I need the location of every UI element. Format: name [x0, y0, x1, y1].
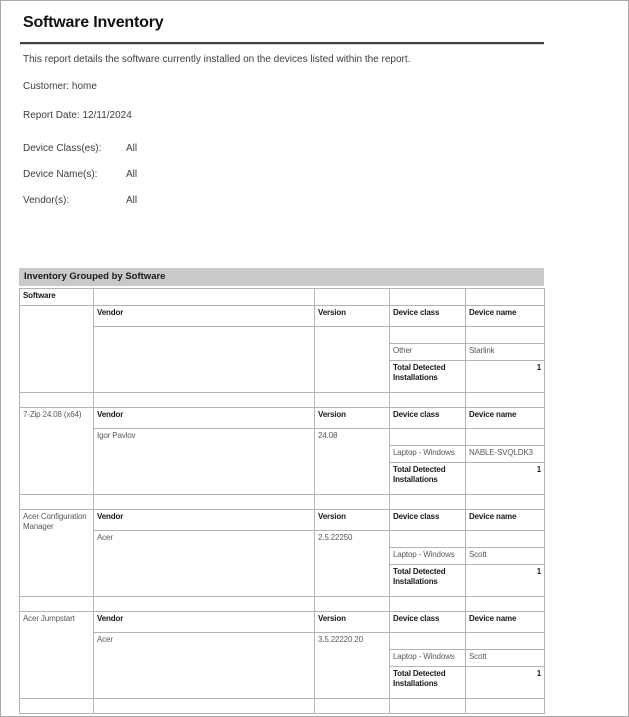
- empty-cell: [390, 289, 466, 306]
- device-name-column-header: Device name: [466, 306, 545, 327]
- spacer-row: [20, 699, 545, 714]
- empty-cell: [390, 597, 466, 612]
- filter-vendors: [23, 194, 628, 207]
- customer-line: Customer: home: [23, 81, 97, 92]
- vendor-value-cell: Acer: [94, 531, 315, 597]
- empty-cell: [466, 429, 545, 446]
- filter-value: All: [126, 143, 138, 154]
- empty-cell: [94, 495, 315, 510]
- empty-cell: [390, 531, 466, 548]
- empty-cell: [466, 495, 545, 510]
- page-title: Software Inventory: [23, 14, 164, 31]
- empty-cell: [390, 327, 466, 344]
- version-value-cell: [315, 327, 390, 393]
- total-detected-label: Total Detected Installations: [390, 667, 466, 699]
- device-class-cell: Other: [390, 344, 466, 361]
- empty-cell: [390, 393, 466, 408]
- total-detected-label: Total Detected Installations: [390, 463, 466, 495]
- spacer-row: [20, 495, 545, 510]
- empty-cell: [390, 699, 466, 714]
- device-name-column-header: Device name: [466, 612, 545, 633]
- filter-label: Vendor(s):: [23, 195, 70, 206]
- device-class-column-header: Device class: [390, 408, 466, 429]
- version-column-header: Version: [315, 612, 390, 633]
- section-header: Inventory Grouped by Software: [19, 268, 544, 286]
- filter-value: All: [126, 169, 138, 180]
- empty-cell: [390, 429, 466, 446]
- total-detected-count: 1: [466, 463, 545, 495]
- version-value-cell: 24.08: [315, 429, 390, 495]
- device-name-cell: Scott: [466, 548, 545, 565]
- filter-device-classes: [23, 142, 628, 155]
- vendor-column-header: Vendor: [94, 408, 315, 429]
- filter-summary: [23, 142, 628, 207]
- total-detected-count: 1: [466, 361, 545, 393]
- empty-cell: [315, 289, 390, 306]
- version-column-header: Version: [315, 306, 390, 327]
- version-column-header: Version: [315, 408, 390, 429]
- empty-cell: [20, 393, 94, 408]
- device-class-cell: Laptop - Windows: [390, 548, 466, 565]
- total-detected-label: Total Detected Installations: [390, 565, 466, 597]
- device-name-cell: NABLE-SVQLDK3: [466, 446, 545, 463]
- table-header-row: [20, 289, 545, 306]
- filter-value: All: [126, 195, 138, 206]
- vendor-value-cell: Acer: [94, 633, 315, 699]
- vendor-column-header: Vendor: [94, 612, 315, 633]
- report-date-line: Report Date: 12/11/2024: [23, 110, 132, 121]
- software-name-cell: 7-Zip 24.08 (x64): [20, 408, 94, 495]
- version-value-cell: 2.5.22250: [315, 531, 390, 597]
- empty-cell: [20, 699, 94, 714]
- group-header-row: [20, 510, 545, 531]
- empty-cell: [466, 597, 545, 612]
- empty-cell: [390, 495, 466, 510]
- title-divider: [20, 42, 544, 45]
- vendor-value-row: [20, 429, 545, 446]
- device-name-column-header: Device name: [466, 510, 545, 531]
- empty-cell: [315, 393, 390, 408]
- group-header-row: [20, 408, 545, 429]
- vendor-value-cell: Igor Pavlov: [94, 429, 315, 495]
- total-detected-label: Total Detected Installations: [390, 361, 466, 393]
- filter-label: Device Name(s):: [23, 169, 98, 180]
- device-name-cell: Scott: [466, 650, 545, 667]
- device-name-cell: Starlink: [466, 344, 545, 361]
- empty-cell: [466, 633, 545, 650]
- vendor-column-header: Vendor: [94, 306, 315, 327]
- device-class-column-header: Device class: [390, 612, 466, 633]
- group-header-row: [20, 612, 545, 633]
- report-description: This report details the software currently installed on the devices listed within the report.: [23, 54, 411, 65]
- device-class-column-header: Device class: [390, 306, 466, 327]
- empty-cell: [94, 597, 315, 612]
- empty-cell: [94, 289, 315, 306]
- spacer-row: [20, 393, 545, 408]
- empty-cell: [466, 699, 545, 714]
- empty-cell: [466, 531, 545, 548]
- empty-cell: [94, 699, 315, 714]
- spacer-row: [20, 597, 545, 612]
- empty-cell: [315, 495, 390, 510]
- empty-cell: [94, 393, 315, 408]
- empty-cell: [466, 327, 545, 344]
- empty-cell: [466, 393, 545, 408]
- device-class-column-header: Device class: [390, 510, 466, 531]
- total-detected-count: 1: [466, 667, 545, 699]
- vendor-value-cell: [94, 327, 315, 393]
- vendor-value-row: [20, 327, 545, 344]
- empty-cell: [315, 699, 390, 714]
- empty-cell: [466, 289, 545, 306]
- vendor-value-row: [20, 531, 545, 548]
- empty-cell: [20, 597, 94, 612]
- software-name-cell: Acer Configuration Manager: [20, 510, 94, 597]
- software-name-cell: [20, 306, 94, 393]
- vendor-value-row: [20, 633, 545, 650]
- empty-cell: [20, 495, 94, 510]
- device-class-cell: Laptop - Windows: [390, 446, 466, 463]
- total-detected-count: 1: [466, 565, 545, 597]
- version-value-cell: 3.5.22220.20: [315, 633, 390, 699]
- empty-cell: [390, 633, 466, 650]
- filter-device-names: [23, 168, 628, 181]
- group-header-row: [20, 306, 545, 327]
- empty-cell: [315, 597, 390, 612]
- filter-label: Device Class(es):: [23, 143, 102, 154]
- device-class-cell: Laptop - Windows: [390, 650, 466, 667]
- software-column-header: Software: [20, 289, 94, 306]
- software-name-cell: Acer Jumpstart: [20, 612, 94, 699]
- vendor-column-header: Vendor: [94, 510, 315, 531]
- version-column-header: Version: [315, 510, 390, 531]
- device-name-column-header: Device name: [466, 408, 545, 429]
- inventory-table: [19, 288, 545, 714]
